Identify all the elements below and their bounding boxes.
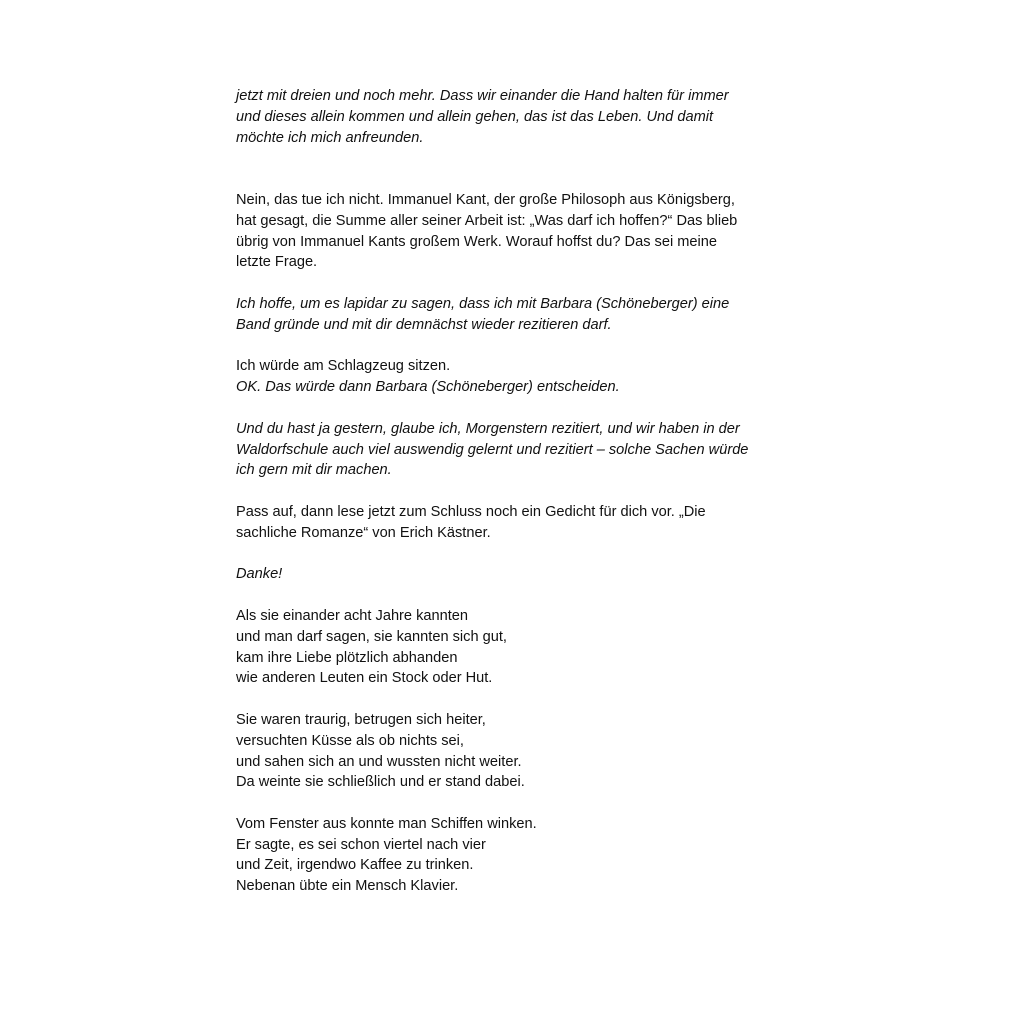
poem-line: versuchten Küsse als ob nichts sei, <box>236 732 464 749</box>
poem-line: Da weinte sie schließlich und er stand dabei. <box>236 774 525 791</box>
text-line: Und du hast ja gestern, glaube ich, Morgenstern rezitiert, und wir haben in der <box>236 420 740 437</box>
poem-stanza-2 <box>236 710 796 793</box>
paragraph-spacer <box>236 544 796 565</box>
answer-line: OK. Das würde dann Barbara (Schöneberger) entscheiden. <box>236 379 620 396</box>
interview-question-paragraph <box>236 190 796 273</box>
poem-line: Als sie einander acht Jahre kannten <box>236 607 469 624</box>
poem-line: und sahen sich an und wussten nicht weiter. <box>236 753 522 770</box>
interview-question-paragraph <box>236 502 796 544</box>
text-line: hat gesagt, die Summe aller seiner Arbeit ist: „Was darf ich hoffen?“ Das blieb <box>236 212 738 229</box>
text-line: Danke! <box>236 566 283 583</box>
paragraph-spacer <box>236 585 796 606</box>
text-line: Pass auf, dann lese jetzt zum Schluss noch ein Gedicht für dich vor. „Die <box>236 503 706 520</box>
text-line: sachliche Romanze“ von Erich Kästner. <box>236 524 491 541</box>
text-line: übrig von Immanuel Kants großem Werk. Worauf hoffst du? Das sei meine <box>236 233 718 250</box>
text-line: Ich hoffe, um es lapidar zu sagen, dass ich mit Barbara (Schöneberger) eine <box>236 295 730 312</box>
text-line: Nein, das tue ich nicht. Immanuel Kant, der große Philosoph aus Königsberg, <box>236 191 735 208</box>
paragraph-spacer <box>236 481 796 502</box>
paragraph-spacer <box>236 336 796 357</box>
text-line: letzte Frage. <box>236 254 318 271</box>
paragraph-spacer <box>236 148 796 190</box>
text-line: und dieses allein kommen und allein gehen, das ist das Leben. Und damit <box>236 108 714 125</box>
text-line: Waldorfschule auch viel auswendig gelernt und rezitiert – solche Sachen würde <box>236 441 749 458</box>
poem-line: und Zeit, irgendwo Kaffee zu trinken. <box>236 857 474 874</box>
poem-line: wie anderen Leuten ein Stock oder Hut. <box>236 670 493 687</box>
interview-answer-paragraph <box>236 86 796 148</box>
paragraph-spacer <box>236 793 796 814</box>
poem-line: kam ihre Liebe plötzlich abhanden <box>236 649 458 666</box>
paragraph-spacer <box>236 273 796 294</box>
poem-line: Vom Fenster aus konnte man Schiffen winken. <box>236 815 537 832</box>
interview-answer-paragraph <box>236 564 796 585</box>
poem-stanza-3 <box>236 814 796 897</box>
text-line: Band gründe und mit dir demnächst wieder rezitieren darf. <box>236 316 612 333</box>
poem-stanza-1 <box>236 606 796 689</box>
text-line: möchte ich mich anfreunden. <box>236 129 424 146</box>
text-line: jetzt mit dreien und noch mehr. Dass wir einander die Hand halten für immer <box>236 88 729 104</box>
poem-line: und man darf sagen, sie kannten sich gut, <box>236 628 507 645</box>
poem-line: Er sagte, es sei schon viertel nach vier <box>236 836 486 853</box>
interview-answer-paragraph <box>236 294 796 336</box>
interview-answer-paragraph <box>236 419 796 481</box>
poem-line: Sie waren traurig, betrugen sich heiter, <box>236 711 486 728</box>
interview-exchange-paragraph <box>236 356 796 398</box>
question-line: Ich würde am Schlagzeug sitzen. <box>236 358 451 375</box>
text-column <box>236 86 796 897</box>
paragraph-spacer <box>236 689 796 710</box>
text-line: ich gern mit dir machen. <box>236 462 392 479</box>
paragraph-spacer <box>236 398 796 419</box>
poem-line: Nebenan übte ein Mensch Klavier. <box>236 878 459 895</box>
